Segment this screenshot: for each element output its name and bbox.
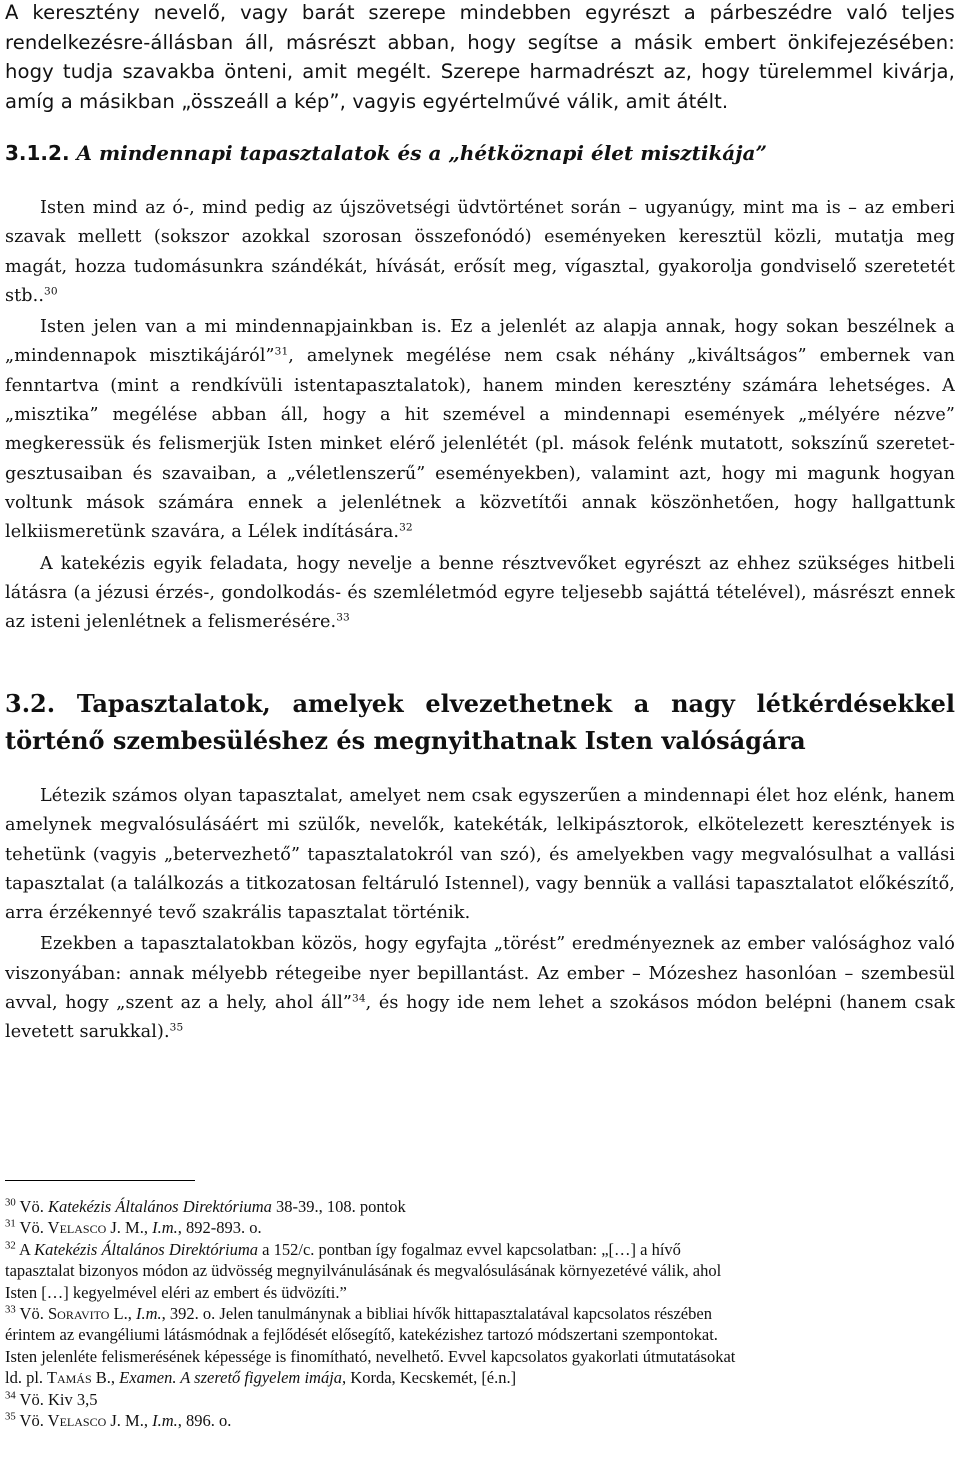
- footnote-ref-35[interactable]: 35: [169, 1022, 184, 1035]
- footnote-33-line4-title: Examen. A szerető figyelem imája: [119, 1368, 343, 1388]
- subsection-heading: [5, 138, 955, 168]
- footnote-33-pre: Vö.: [19, 1304, 48, 1324]
- footnote-35-author-initial: V: [47, 1411, 60, 1431]
- footnote-31-after-author: J. M.,: [106, 1218, 153, 1238]
- subsection-number: 3.1.2.: [5, 141, 70, 165]
- footnote-ref-33[interactable]: 33: [336, 611, 350, 624]
- footnote-30-post: 38-39., 108. pontok: [271, 1197, 406, 1216]
- section-body: [5, 782, 955, 1048]
- subsection-title: A mindennapi tapasztalatok és a „hétköznapi élet misztikája”: [76, 141, 767, 165]
- paragraph-5: [5, 930, 955, 1047]
- footnote-ref-30[interactable]: 30: [44, 285, 58, 298]
- footnote-33-author-initial: S: [47, 1304, 58, 1324]
- footnote-32-line1: a 152/c. pontban így fogalmaz evvel kapcsolatban: „[…] a hívő: [258, 1239, 681, 1259]
- footnote-32-title: Katekézis Általános Direktóriuma: [34, 1239, 259, 1259]
- footnote-35: [5, 1410, 955, 1431]
- footnote-30: [5, 1196, 955, 1217]
- footnotes: [5, 1196, 955, 1431]
- footnote-33-line4-after-author: B.,: [91, 1368, 120, 1388]
- section-heading: [5, 685, 955, 759]
- footnote-33-author: oravito: [57, 1304, 110, 1324]
- paragraph-1: [5, 194, 955, 311]
- footnote-33-ital: I.m.: [135, 1304, 162, 1324]
- footnote-ref-34[interactable]: 34: [352, 992, 366, 1005]
- section-title: 3.2. Tapasztalatok, amelyek elvezethetnek a nagy létkérdésekkel történő szembesüléshez és megnyithatnak Isten valóságára: [5, 689, 955, 755]
- footnote-35-after-author: J. M.,: [106, 1411, 153, 1431]
- footnote-32: [5, 1239, 955, 1260]
- footnote-33-line-4: [5, 1367, 955, 1388]
- footnote-33: [5, 1303, 955, 1324]
- footnote-32-line2: tapasztalat bizonyos módon az üdvösség megnyilvánulásának és megvalósulásának környezetévé válik, ahol: [5, 1261, 722, 1281]
- main-body: [5, 194, 955, 637]
- footnote-33-line4-author: amás: [56, 1368, 92, 1388]
- footnote-33-line1: , 392. o. Jelen tanulmánynak a bibliai hívők hittapasztalatával kapcsolatos részében: [161, 1304, 712, 1324]
- footnote-32-number: 32: [5, 1239, 16, 1252]
- paragraph-5-text-b: , és hogy ide nem lehet a szokásos módon belépni (hanem csak levetett sarukkal).: [5, 993, 955, 1043]
- footnote-33-line4-post: , Korda, Kecskemét, [é.n.]: [342, 1368, 517, 1388]
- footnote-31-number: 31: [5, 1217, 16, 1230]
- footnote-35-post: , 896. o.: [177, 1411, 232, 1431]
- footnote-30-pre: Vö.: [19, 1197, 48, 1216]
- footnote-33-line4-pre: ld. pl.: [5, 1368, 47, 1388]
- footnote-ref-31[interactable]: 31: [274, 346, 289, 359]
- paragraph-4-text: Létezik számos olyan tapasztalat, amelyet nem csak egyszerűen a mindennapi élet hoz elénk, hanem amelynek megvalósulásáért mi szülők, nevelők, katekéták, lelkipásztorok, elkötelezett keresztények is tehetünk (vagyis „betervezhető” tapasztalatokról van szó), és amelyekben vagy megvalósulhat a vallási tapasztalat (a találkozás a titkozatosan feltáruló Istennel), vagy bennük a vallási tapasztalatot előkészítő, arra érzékennyé tevő szakrális tapasztalat történik.: [5, 786, 955, 924]
- footnote-31-ital: I.m.: [152, 1218, 178, 1238]
- footnote-30-number: 30: [5, 1196, 16, 1209]
- paragraph-2-text-a: Ez a jelenlét az alapja annak, hogy sokan beszélnek a „mindennapok misztikájáról”: [5, 317, 955, 367]
- footnote-34-number: 34: [5, 1389, 16, 1402]
- footnote-32-line3: Isten […] kegyelmével eléri az embert és üdvözíti.”: [5, 1282, 347, 1302]
- intro-paragraph: [5, 0, 955, 116]
- footnote-31: [5, 1217, 955, 1238]
- footnote-32-pre: A: [18, 1239, 35, 1259]
- footnote-33-after-author: L.,: [109, 1304, 136, 1324]
- footnote-33-line4-author-initial: T: [46, 1368, 57, 1388]
- footnote-35-pre: Vö.: [19, 1411, 48, 1431]
- footnote-32-line-3: [5, 1282, 955, 1303]
- paragraph-3: [5, 550, 955, 638]
- footnote-33-number: 33: [5, 1303, 16, 1316]
- footnote-35-ital: I.m.: [152, 1411, 178, 1431]
- footnote-31-author: elasco: [59, 1218, 107, 1238]
- footnote-31-pre: Vö.: [19, 1218, 48, 1238]
- footnote-33-line-3: [5, 1346, 955, 1367]
- paragraph-4: [5, 782, 955, 928]
- paragraph-5-text-a: Ezekben a tapasztalatokban közös, hogy egyfajta „törést” eredményeznek az ember valósághoz való viszonyában: annak mélyebb rétegeibe nyer bepillantást. Az ember – Mózeshez hasonlóan – szembesül avval, hogy „szent az a hely, ahol áll”: [5, 934, 955, 1014]
- footnote-34-text: Vö. Kiv 3,5: [19, 1389, 98, 1409]
- paragraph-2: [5, 313, 955, 547]
- footnote-31-author-initial: V: [47, 1218, 60, 1238]
- paragraph-2-lead: Isten jelen van a mi mindennapjainkban is.: [40, 317, 443, 338]
- intro-text: A keresztény nevelő, vagy barát szerepe mindebben egyrészt a párbeszédre való teljes rendelkezésre-állásban áll, másrészt abban, hogy segítse a másik embert önkifejezésében: hogy tudja szavakba önteni, amit megélt. Szerepe harmadrészt az, hogy türelemmel kivárja, amíg a másikban „összeáll a kép”, vagyis egyértelművé válik, amit átélt.: [5, 1, 955, 113]
- footnote-33-line2: érintem az evangéliumi látásmódnak a fejlődését elősegítő, katekézishez tartozó módszertani szempontokat.: [5, 1325, 718, 1345]
- footnote-33-line3: Isten jelenléte felismerésének képessége is finomítható, nevelhető. Evvel kapcsolatos gyakorlati útmutatásokat: [5, 1346, 736, 1366]
- footnote-35-number: 35: [5, 1410, 16, 1423]
- footnote-34: [5, 1389, 955, 1410]
- footnote-30-title: Katekézis Általános Direktóriuma: [47, 1197, 272, 1216]
- paragraph-2-text-b: , amelynek megélése nem csak néhány „kiváltságos” embernek van fenntartva (mint a rendkívüli istentapasztalatok), hanem minden keresztény számára lehetséges. A „misztika” megélése abban áll, hogy a hit szemével a mindennapi események „mélyére nézve” megkeressük és felismerjük Isten minket elérő jelenlétét (pl. mások felénk mutatott, sokszínű szeretet-gesztusaiban és szavaiban, a „véletlenszerű” eseményekben), valamint azt, hogy mi magunk hogyan voltunk mások számára ennek a jelenlétnek a közvetítői annak köszönhetően, hogy hallgattunk lelkiismeretünk szavára, a Lélek indítására.: [5, 346, 955, 543]
- paragraph-1-text: Isten mind az ó-, mind pedig az újszövetségi üdvtörténet során – ugyanúgy, mint ma is – az emberi szavak mellett (sokszor azokkal szorosan összefonódó) eseményeken keresztül közli, mutatja meg magát, hozza tudomásunkra szándékát, hívását, erősít meg, vígasztal, gyakorolja gondviselő szeretetét stb..: [5, 198, 955, 306]
- footnote-35-author: elasco: [59, 1411, 107, 1431]
- footnote-33-line-2: [5, 1324, 955, 1345]
- footnote-31-post: , 892-893. o.: [177, 1218, 262, 1238]
- footnote-ref-32[interactable]: 32: [399, 521, 413, 534]
- paragraph-3-text: A katekézis egyik feladata, hogy nevelje a benne résztvevőket egyrészt az ehhez szükséges hitbeli látásra (a jézusi érzés-, gondolkodás- és szemléletmód egyre teljesebb sajáttá tételével), másrészt ennek az isteni jelenlétnek a felismerésére.: [5, 553, 955, 633]
- footnote-separator: [5, 1180, 195, 1181]
- footnote-32-line-2: [5, 1260, 955, 1281]
